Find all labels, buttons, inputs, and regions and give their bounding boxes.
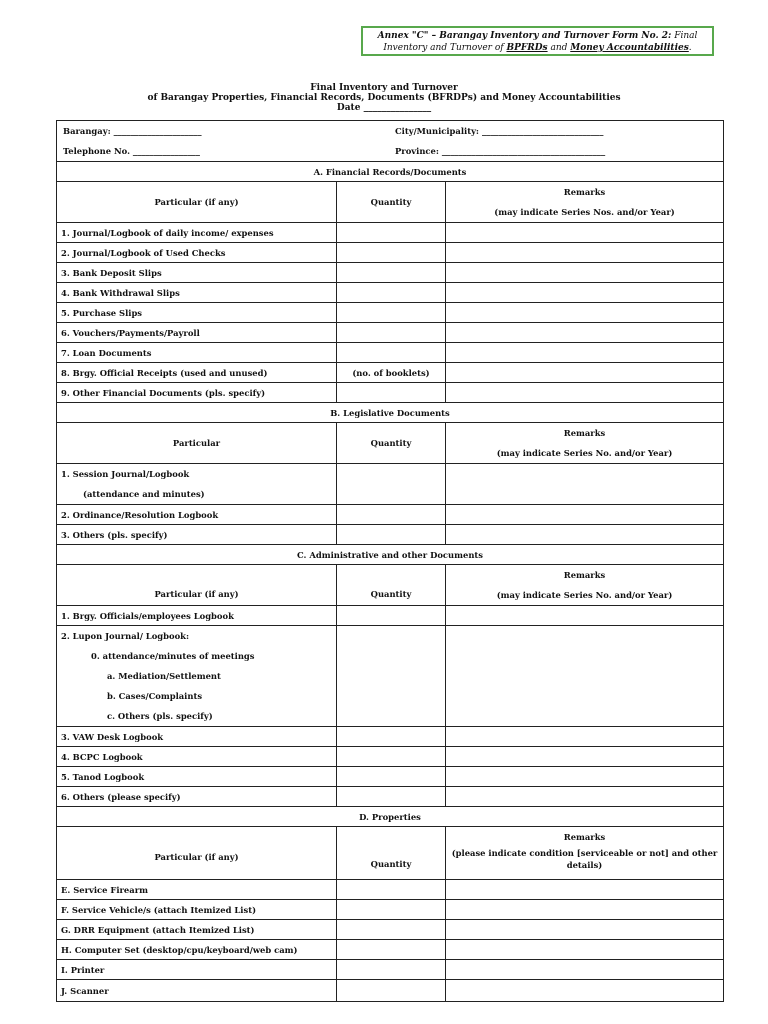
quantity-cell[interactable]: [337, 343, 446, 363]
section-d-title: D. Properties: [57, 807, 724, 827]
table-row: [57, 323, 724, 343]
particular-line: (attendance and minutes): [83, 489, 205, 499]
annex-bpfrds: BPFRDs: [506, 43, 548, 53]
particular-cell: 4. Bank Withdrawal Slips: [57, 283, 337, 303]
remarks-cell[interactable]: [446, 323, 724, 343]
col-remarks-sub: (may indicate Series No. and/or Year): [496, 448, 673, 458]
particular-cell: J. Scanner: [57, 980, 337, 1002]
quantity-cell[interactable]: [337, 243, 446, 263]
particular-cell: 2. Journal/Logbook of Used Checks: [57, 243, 337, 263]
remarks-cell[interactable]: [446, 464, 724, 505]
table-row: [57, 727, 724, 747]
col-remarks-sub: (may indicate Series No. and/or Year): [496, 590, 673, 600]
col-particular: Particular (if any): [57, 565, 337, 606]
remarks-cell[interactable]: [446, 747, 724, 767]
remarks-cell[interactable]: [446, 383, 724, 403]
section-b-header: [57, 423, 724, 464]
table-row: [57, 626, 724, 727]
quantity-cell[interactable]: [337, 263, 446, 283]
remarks-cell[interactable]: [446, 243, 724, 263]
col-remarks-sub: (please indicate condition [serviceable or not] and other details): [451, 848, 718, 870]
quantity-cell[interactable]: [337, 464, 446, 505]
col-quantity: Quantity: [337, 565, 446, 606]
table-row: [57, 606, 724, 626]
barangay-field[interactable]: Barangay: _____________________: [63, 126, 202, 136]
quantity-cell[interactable]: (no. of booklets): [337, 363, 446, 383]
remarks-cell[interactable]: [446, 727, 724, 747]
particular-cell: E. Service Firearm: [57, 880, 337, 900]
col-quantity: Quantity: [337, 827, 446, 880]
col-particular: Particular (if any): [57, 182, 337, 223]
table-row: [57, 505, 724, 525]
section-c-title: C. Administrative and other Documents: [57, 545, 724, 565]
inventory-table: [56, 120, 724, 1002]
particular-cell: 3. Bank Deposit Slips: [57, 263, 337, 283]
particular-cell: 1. Brgy. Officials/employees Logbook: [57, 606, 337, 626]
particular-cell: I. Printer: [57, 960, 337, 980]
table-row: [57, 900, 724, 920]
particular-line: b. Cases/Complaints: [107, 691, 203, 701]
remarks-cell[interactable]: [446, 505, 724, 525]
particular-line: 2. Lupon Journal/ Logbook:: [61, 631, 190, 641]
remarks-cell[interactable]: [446, 263, 724, 283]
col-remarks-sub: (may indicate Series Nos. and/or Year): [494, 207, 675, 217]
table-row: [57, 464, 724, 505]
remarks-cell[interactable]: [446, 223, 724, 243]
quantity-cell[interactable]: [337, 606, 446, 626]
quantity-cell[interactable]: [337, 727, 446, 747]
table-row: [57, 787, 724, 807]
table-row: [57, 263, 724, 283]
table-row: [57, 283, 724, 303]
particular-cell: 6. Others (please specify): [57, 787, 337, 807]
quantity-cell[interactable]: [337, 505, 446, 525]
particular-line: 1. Session Journal/Logbook: [61, 469, 190, 479]
table-row: [57, 525, 724, 545]
quantity-cell[interactable]: [337, 303, 446, 323]
table-row: [57, 767, 724, 787]
table-row: [57, 343, 724, 363]
table-row: [57, 747, 724, 767]
section-b-title: B. Legislative Documents: [57, 403, 724, 423]
table-row: [57, 960, 724, 980]
particular-cell: 9. Other Financial Documents (pls. specify): [57, 383, 337, 403]
particular-cell: 5. Purchase Slips: [57, 303, 337, 323]
remarks-cell[interactable]: [446, 303, 724, 323]
province-field[interactable]: Province: _______________________________________: [395, 146, 606, 156]
col-remarks: Remarks: [563, 570, 606, 580]
remarks-cell[interactable]: [446, 960, 724, 980]
annex-end: .: [688, 43, 692, 53]
table-row: [57, 980, 724, 1002]
remarks-cell[interactable]: [446, 283, 724, 303]
remarks-cell[interactable]: [446, 940, 724, 960]
quantity-cell[interactable]: [337, 525, 446, 545]
particular-line: c. Others (pls. specify): [107, 711, 213, 721]
remarks-cell[interactable]: [446, 900, 724, 920]
table-row: [57, 383, 724, 403]
remarks-cell[interactable]: [446, 920, 724, 940]
particular-cell: 6. Vouchers/Payments/Payroll: [57, 323, 337, 343]
section-a-header: [57, 182, 724, 223]
quantity-cell[interactable]: [337, 223, 446, 243]
annex-prefix: Annex "C" – Barangay Inventory and Turnover Form No. 2:: [377, 31, 672, 41]
quantity-cell[interactable]: [337, 940, 446, 960]
annex-mid: Final Inventory and Turnover of: [383, 31, 698, 53]
remarks-cell[interactable]: [446, 363, 724, 383]
telephone-field[interactable]: Telephone No. ________________: [63, 146, 200, 156]
particular-cell: 5. Tanod Logbook: [57, 767, 337, 787]
particular-cell: [57, 626, 337, 727]
quantity-cell[interactable]: [337, 767, 446, 787]
particular-cell: 8. Brgy. Official Receipts (used and unused): [57, 363, 337, 383]
quantity-cell[interactable]: [337, 626, 446, 727]
quantity-cell[interactable]: [337, 383, 446, 403]
table-row: [57, 243, 724, 263]
table-row: [57, 223, 724, 243]
particular-line: 0. attendance/minutes of meetings: [91, 651, 255, 661]
col-remarks: Remarks: [563, 832, 606, 842]
particular-cell: F. Service Vehicle/s (attach Itemized List): [57, 900, 337, 920]
remarks-cell[interactable]: [446, 626, 724, 727]
particular-cell: 4. BCPC Logbook: [57, 747, 337, 767]
col-remarks: Remarks: [563, 187, 606, 197]
quantity-cell[interactable]: [337, 880, 446, 900]
form-subtitle: of Barangay Properties, Financial Records, Documents (BFRDPs) and Money Accountabilities: [147, 93, 621, 103]
table-row: [57, 920, 724, 940]
particular-cell: 7. Loan Documents: [57, 343, 337, 363]
particular-cell: 2. Ordinance/Resolution Logbook: [57, 505, 337, 525]
remarks-cell[interactable]: [446, 980, 724, 1002]
particular-line: a. Mediation/Settlement: [107, 671, 221, 681]
info-row: [57, 121, 724, 162]
quantity-cell[interactable]: [337, 787, 446, 807]
table-row: [57, 940, 724, 960]
particular-cell: 1. Journal/Logbook of daily income/ expenses: [57, 223, 337, 243]
city-field[interactable]: City/Municipality: _____________________________: [395, 126, 604, 136]
particular-cell: G. DRR Equipment (attach Itemized List): [57, 920, 337, 940]
annex-money: Money Accountabilities: [570, 43, 689, 53]
section-d-header: [57, 827, 724, 880]
form-title: Final Inventory and Turnover: [310, 83, 458, 93]
form-date: Date _______________: [336, 103, 432, 113]
quantity-cell[interactable]: [337, 323, 446, 343]
particular-cell: H. Computer Set (desktop/cpu/keyboard/web cam): [57, 940, 337, 960]
col-remarks: Remarks: [563, 428, 606, 438]
table-row: [57, 303, 724, 323]
quantity-cell[interactable]: [337, 747, 446, 767]
remarks-cell[interactable]: [446, 606, 724, 626]
col-quantity: Quantity: [337, 423, 446, 464]
annex-box: [361, 26, 714, 56]
particular-cell: 3. Others (pls. specify): [57, 525, 337, 545]
quantity-cell[interactable]: [337, 283, 446, 303]
particular-cell: [57, 464, 337, 505]
col-particular: Particular (if any): [57, 827, 337, 880]
quantity-cell[interactable]: [337, 960, 446, 980]
remarks-cell[interactable]: [446, 343, 724, 363]
remarks-cell[interactable]: [446, 525, 724, 545]
col-particular: Particular: [57, 423, 337, 464]
section-a-title: A. Financial Records/Documents: [57, 162, 724, 182]
quantity-cell[interactable]: [337, 900, 446, 920]
remarks-cell[interactable]: [446, 767, 724, 787]
table-row: [57, 880, 724, 900]
annex-and: and: [547, 43, 571, 53]
particular-cell: 3. VAW Desk Logbook: [57, 727, 337, 747]
quantity-cell[interactable]: [337, 920, 446, 940]
table-row: [57, 363, 724, 383]
remarks-cell[interactable]: [446, 787, 724, 807]
col-quantity: Quantity: [337, 182, 446, 223]
remarks-cell[interactable]: [446, 880, 724, 900]
quantity-cell[interactable]: [337, 980, 446, 1002]
section-c-header: [57, 565, 724, 606]
